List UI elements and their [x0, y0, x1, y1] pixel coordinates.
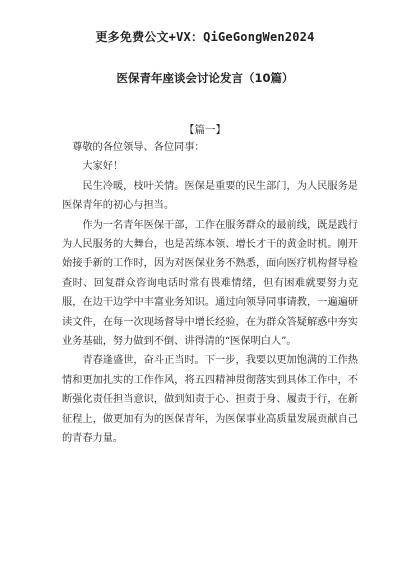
document-body	[62, 138, 358, 449]
body-paragraph: 民生冷暖，枝叶关情。医保是重要的民生部门，为人民服务是医保青年的初心与担当。	[62, 180, 358, 212]
body-paragraph: 青春逢盛世，奋斗正当时。下一步，我要以更加饱满的工作热情和更加扎实的工作作风，将五四精神贯彻落实到具体工作中，不断强化责任担当意识，做到知责于心、担责于身、履责于行，在新征程上，做更加有为的医保青年，为医保事业高质量发展贡献自己的青春力量。	[62, 355, 358, 445]
promo-header: 更多免费公文+VX：QiGeGongWen2024	[95, 30, 315, 44]
section-label: 【篇一】	[184, 124, 226, 136]
document-title: 医保青年座谈会讨论发言（10篇）	[116, 71, 294, 85]
greeting-paragraph: 大家好！	[82, 161, 124, 173]
salutation-paragraph: 尊敬的各位领导、各位同事：	[72, 142, 205, 153]
body-paragraph: 作为一名青年医保干部，工作在服务群众的最前线，既是践行为人民服务的大舞台，也是苦练本领、增长才干的黄金时机。刚开始接手新的工作时，因为对医保业务不熟悉，面向医疗机构督导检查时、回复群众咨询电话时常有畏难情绪，但有困难就要努力克服，在边干边学中丰富业务知识。通过向领导同事请教，一遍遍研读文件，在每一次现场督导中增长经验，在为群众答疑解惑中夯实业务基础，努力做到不倒、讲得清的“医保明白人”。	[62, 219, 358, 348]
